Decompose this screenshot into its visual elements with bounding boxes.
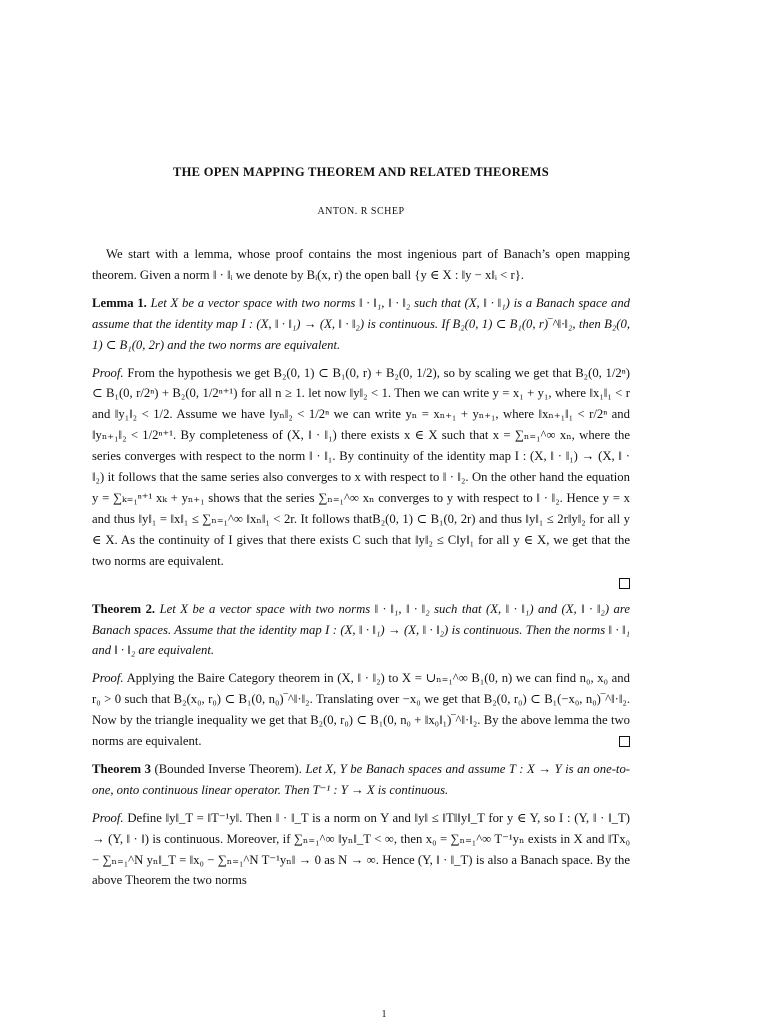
proof-2-text: Applying the Baire Category theorem in (X, ‖ · ‖₂) to X = ∪ₙ₌₁^∞ B₁(0, n) we can find n₀, x₀ and r₀ > 0 such that B₂(x₀, r₀) ⊂ B₁(0, n₀)‾^‖·‖₂. Translating over −x₀ we get that B₂(0, r₀) ⊂ B₁(−x₀, n₀)‾^‖·‖₂. Now by the triangle inequality we get that B₂(0, r₀) ⊂ B₁(0, n₀ + ‖x₀‖₁)‾^‖·‖₂. By the above lemma the two norms are equivalent.: [92, 671, 630, 749]
theorem-3-heading: Theorem 3: [92, 761, 151, 776]
lemma-1-statement: Let X be a vector space with two norms ‖ · ‖₁, ‖ · ‖₂ such that (X, ‖ · ‖₁) is a Banach space and assume that the identity map I : (X, ‖ · ‖₁) → (X, ‖ · ‖₂) is continuous. If B₂(0, 1) ⊂ B₁(0, r)‾^‖·‖₂, then B₂(0, 1) ⊂ B₁(0, 2r) and the two norms are equivalent.: [92, 295, 631, 352]
proof-1: [92, 363, 630, 572]
theorem-3-name: (Bounded Inverse Theorem).: [154, 761, 302, 776]
proof-2: [92, 668, 630, 752]
theorem-3-statement: Let X, Y be Banach spaces and assume T : X → Y is an one-to-one, onto continuous linear operator. Then T⁻¹ : Y → X is continuous.: [92, 761, 631, 797]
paper-author: ANTON. R SCHEP: [317, 206, 405, 217]
theorem-2-statement: Let X be a vector space with two norms ‖ · ‖₁, ‖ · ‖₂ such that (X, ‖ · ‖₁) and (X, ‖ · ‖₂) are Banach spaces. Assume that the identity map I : (X, ‖ · ‖₁) → (X, ‖ · ‖₂) is continuous. Then the norms ‖ · ‖₁ and ‖ · ‖₂ are equivalent.: [92, 601, 630, 658]
qed-row-1: [92, 574, 630, 592]
page-number: 1: [381, 1009, 387, 1020]
proof-3: [92, 808, 630, 892]
theorem-2: [92, 599, 630, 662]
paper-page: [92, 150, 630, 891]
qed-square-icon: [619, 578, 630, 589]
theorem-3: [92, 759, 630, 801]
proof-3-heading: Proof.: [92, 810, 124, 825]
proof-3-text: Define ‖y‖_T = ‖T⁻¹y‖. Then ‖ · ‖_T is a norm on Y and ‖y‖ ≤ ‖T‖‖y‖_T for y ∈ Y, so I : (Y, ‖ · ‖_T) → (Y, ‖ · ‖) is continuous. Moreover, if ∑ₙ₌₁^∞ ‖yₙ‖_T < ∞, then x₀ = ∑ₙ₌₁^∞ T⁻¹yₙ exists in X and ‖Tx₀ − ∑ₙ₌₁^N yₙ‖_T = ‖x₀ − ∑ₙ₌₁^N T⁻¹yₙ‖ → 0 as N → ∞. Hence (Y, ‖ · ‖_T) is also a Banach space. By the above Theorem the two norms: [92, 810, 630, 888]
proof-1-heading: Proof.: [92, 365, 124, 380]
proof-1-text: From the hypothesis we get B₂(0, 1) ⊂ B₁(0, r) + B₂(0, 1/2), so by scaling we get that B₂(0, 1/2ⁿ) ⊂ B₁(0, r/2ⁿ) + B₂(0, 1/2ⁿ⁺¹) for all n ≥ 1. let now ‖y‖₂ < 1. Then we can write y = x₁ + y₁, where ‖x₁‖₁ < r and ‖y₁‖₂ < 1/2. Assume we have ‖yₙ‖₂ < 1/2ⁿ we can write yₙ = xₙ₊₁ + yₙ₊₁, where ‖xₙ₊₁‖₁ < r/2ⁿ and ‖yₙ₊₁‖₂ < 1/2ⁿ⁺¹. By completeness of (X, ‖ · ‖₁) there exists x ∈ X such that x = ∑ₙ₌₁^∞ xₙ, where the series converges with respect to the norm ‖ · ‖₁. By continuity of the identity map I : (X, ‖ · ‖₁) → (X, ‖ · ‖₂) it follows that the same series also converges to x with respect to ‖ · ‖₂. On the other hand the equation y = ∑ₖ₌₁ⁿ⁺¹ xₖ + yₙ₊₁ shows that the series ∑ₙ₌₁^∞ xₙ converges to y with respect to ‖ · ‖₂. Hence y = x and thus ‖y‖₁ = ‖x‖₁ ≤ ∑ₙ₌₁^∞ ‖xₙ‖₁ < 2r. It follows thatB₂(0, 1) ⊂ B₁(0, 2r) and thus ‖y‖₁ ≤ 2r‖y‖₂ for all y ∈ X. As the continuity of I gives that there exists C such that ‖y‖₂ ≤ C‖y‖₁ for all y ∈ X, we get that the two norms are equivalent.: [92, 365, 630, 568]
theorem-2-heading: Theorem 2.: [92, 601, 156, 616]
intro-paragraph: We start with a lemma, whose proof contains the most ingenious part of Banach’s open mapping theorem. Given a norm ‖ · ‖ᵢ we denote by Bᵢ(x, r) the open ball {y ∈ X : ‖y − x‖ᵢ < r}.: [92, 247, 630, 282]
lemma-1-heading: Lemma 1.: [92, 295, 147, 310]
qed-square-icon: [619, 736, 630, 747]
proof-2-heading: Proof.: [92, 671, 124, 686]
paper-title: THE OPEN MAPPING THEOREM AND RELATED THEOREMS: [172, 165, 550, 179]
lemma-1: [92, 293, 630, 356]
